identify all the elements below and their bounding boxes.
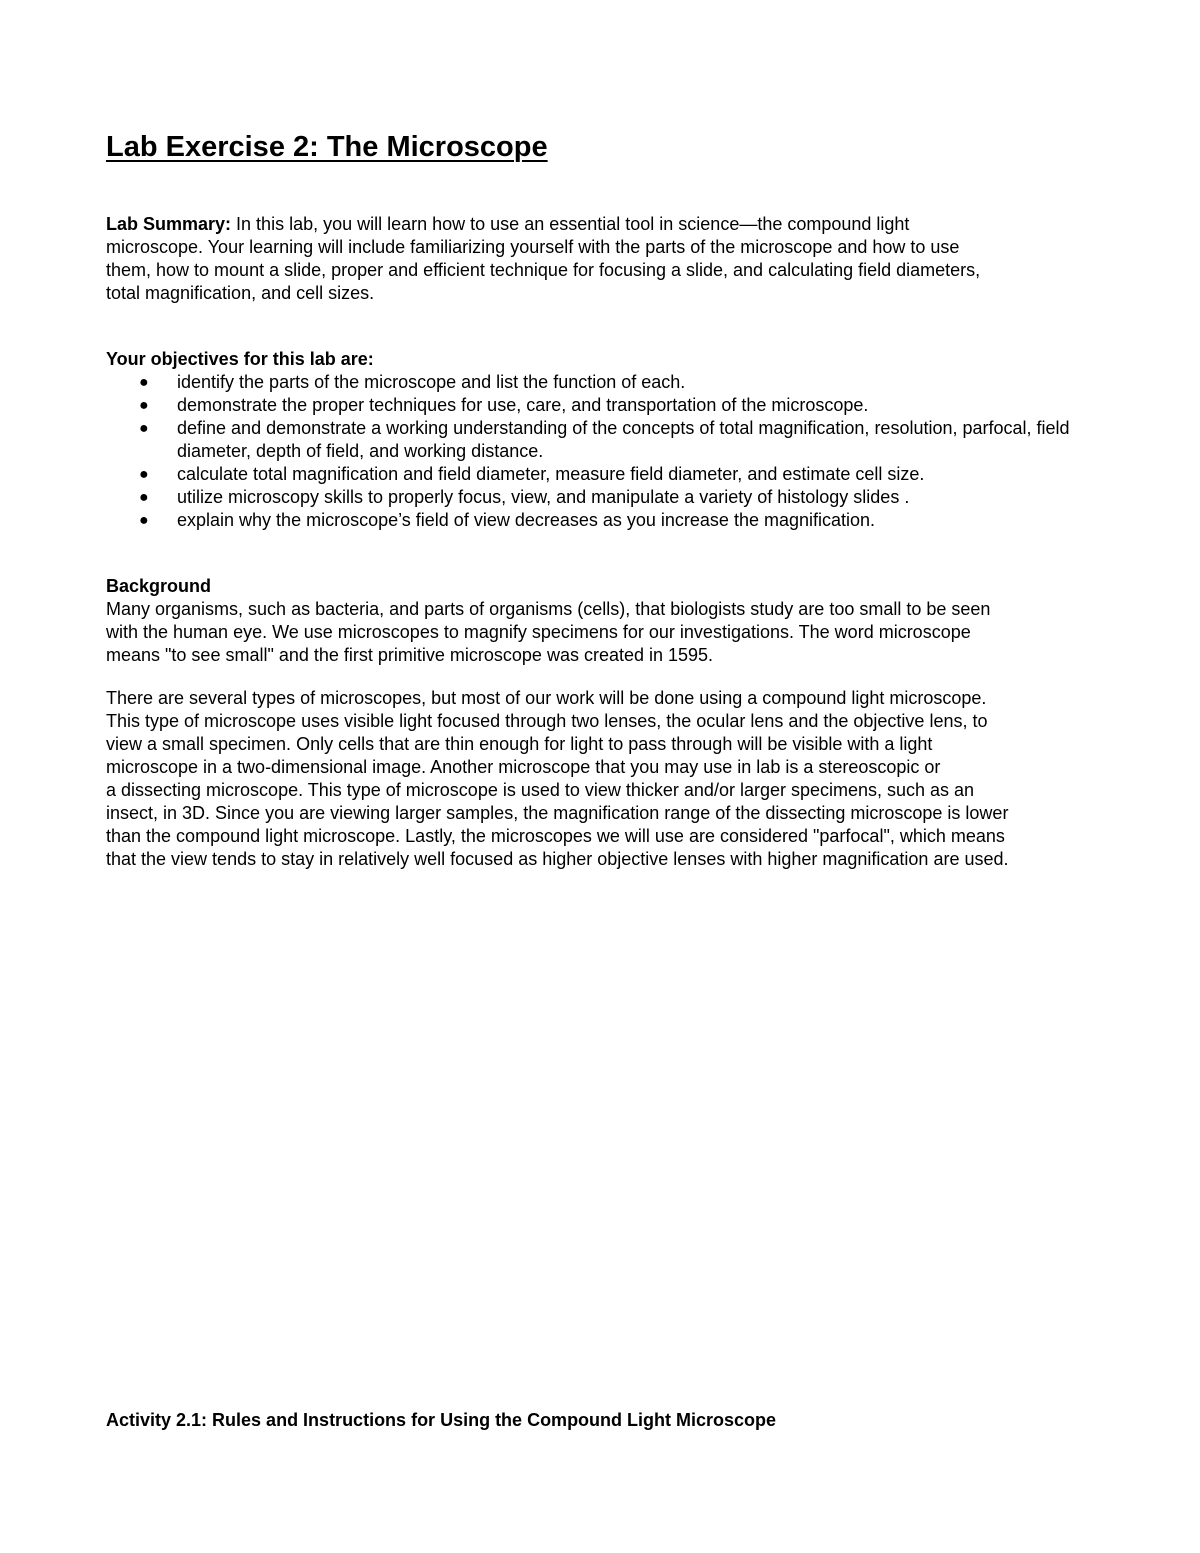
- summary-line-4: total magnification, and cell sizes.: [106, 283, 375, 303]
- paragraph-line: means "to see small" and the first primitive microscope was created in 1595.: [106, 645, 714, 665]
- objective-text: define and demonstrate a working understanding of the concepts of total magnification, resolution, parfocal, field diameter, depth of field, and working distance.: [177, 418, 1070, 461]
- bullet-icon: ●: [139, 397, 149, 414]
- objective-item: [106, 394, 1096, 417]
- paragraph-line: This type of microscope uses visible light focused through two lenses, the ocular lens and the objective lens, to: [106, 711, 988, 731]
- summary-label: Lab Summary:: [106, 214, 232, 234]
- paragraph-line: with the human eye. We use microscopes to magnify specimens for our investigations. The word microscope: [106, 622, 971, 642]
- paragraph-line: insect, in 3D. Since you are viewing larger samples, the magnification range of the dissecting microscope is lower: [106, 803, 1009, 823]
- bullet-icon: ●: [139, 489, 149, 506]
- paragraph-line: There are several types of microscopes, but most of our work will be done using a compound light microscope.: [106, 688, 987, 708]
- paragraph-line: microscope in a two-dimensional image. Another microscope that you may use in lab is a stereoscopic or: [106, 757, 941, 777]
- objectives-heading: Your objectives for this lab are:: [106, 349, 374, 369]
- background-paragraph-1: [106, 598, 1096, 667]
- bullet-icon: ●: [139, 420, 149, 437]
- activity-heading: Activity 2.1: Rules and Instructions for Using the Compound Light Microscope: [106, 1410, 777, 1430]
- lab-summary: [106, 213, 1096, 305]
- paragraph-line: a dissecting microscope. This type of microscope is used to view thicker and/or larger specimens, such as an: [106, 780, 975, 800]
- background-heading: Background: [106, 576, 212, 596]
- objective-text: explain why the microscope’s field of view decreases as you increase the magnification.: [177, 510, 876, 530]
- paragraph-line: view a small specimen. Only cells that are thin enough for light to pass through will be visible with a light: [106, 734, 933, 754]
- paragraph-line: that the view tends to stay in relatively well focused as higher objective lenses with higher magnification are used.: [106, 849, 1009, 869]
- summary-line-3: them, how to mount a slide, proper and efficient technique for focusing a slide, and calculating field diameters,: [106, 260, 981, 280]
- summary-line-2: microscope. Your learning will include familiarizing yourself with the parts of the microscope and how to use: [106, 237, 960, 257]
- summary-line-1-text: In this lab, you will learn how to use an essential tool in science—the compound light: [231, 214, 910, 234]
- objective-item: [106, 509, 1096, 532]
- bullet-icon: ●: [139, 374, 149, 391]
- paragraph-line: Many organisms, such as bacteria, and parts of organisms (cells), that biologists study are too small to be seen: [106, 599, 991, 619]
- objective-item: [106, 371, 1096, 394]
- bullet-icon: ●: [139, 466, 149, 483]
- objective-text: identify the parts of the microscope and list the function of each.: [177, 372, 686, 392]
- background-paragraph-2: [106, 687, 1096, 871]
- objective-item: [106, 463, 1096, 486]
- paragraph-line: than the compound light microscope. Lastly, the microscopes we will use are considered "parfocal", which means: [106, 826, 1005, 846]
- summary-line-1: [106, 213, 1096, 236]
- objectives-list: [106, 371, 1096, 532]
- objective-text: demonstrate the proper techniques for use, care, and transportation of the microscope.: [177, 395, 869, 415]
- objective-text: utilize microscopy skills to properly focus, view, and manipulate a variety of histology slides .: [177, 487, 910, 507]
- objective-item: [106, 486, 1096, 509]
- objective-text: calculate total magnification and field diameter, measure field diameter, and estimate cell size.: [177, 464, 925, 484]
- bullet-icon: ●: [139, 512, 149, 529]
- objective-item: [106, 417, 1096, 463]
- page-title: Lab Exercise 2: The Microscope: [106, 131, 548, 163]
